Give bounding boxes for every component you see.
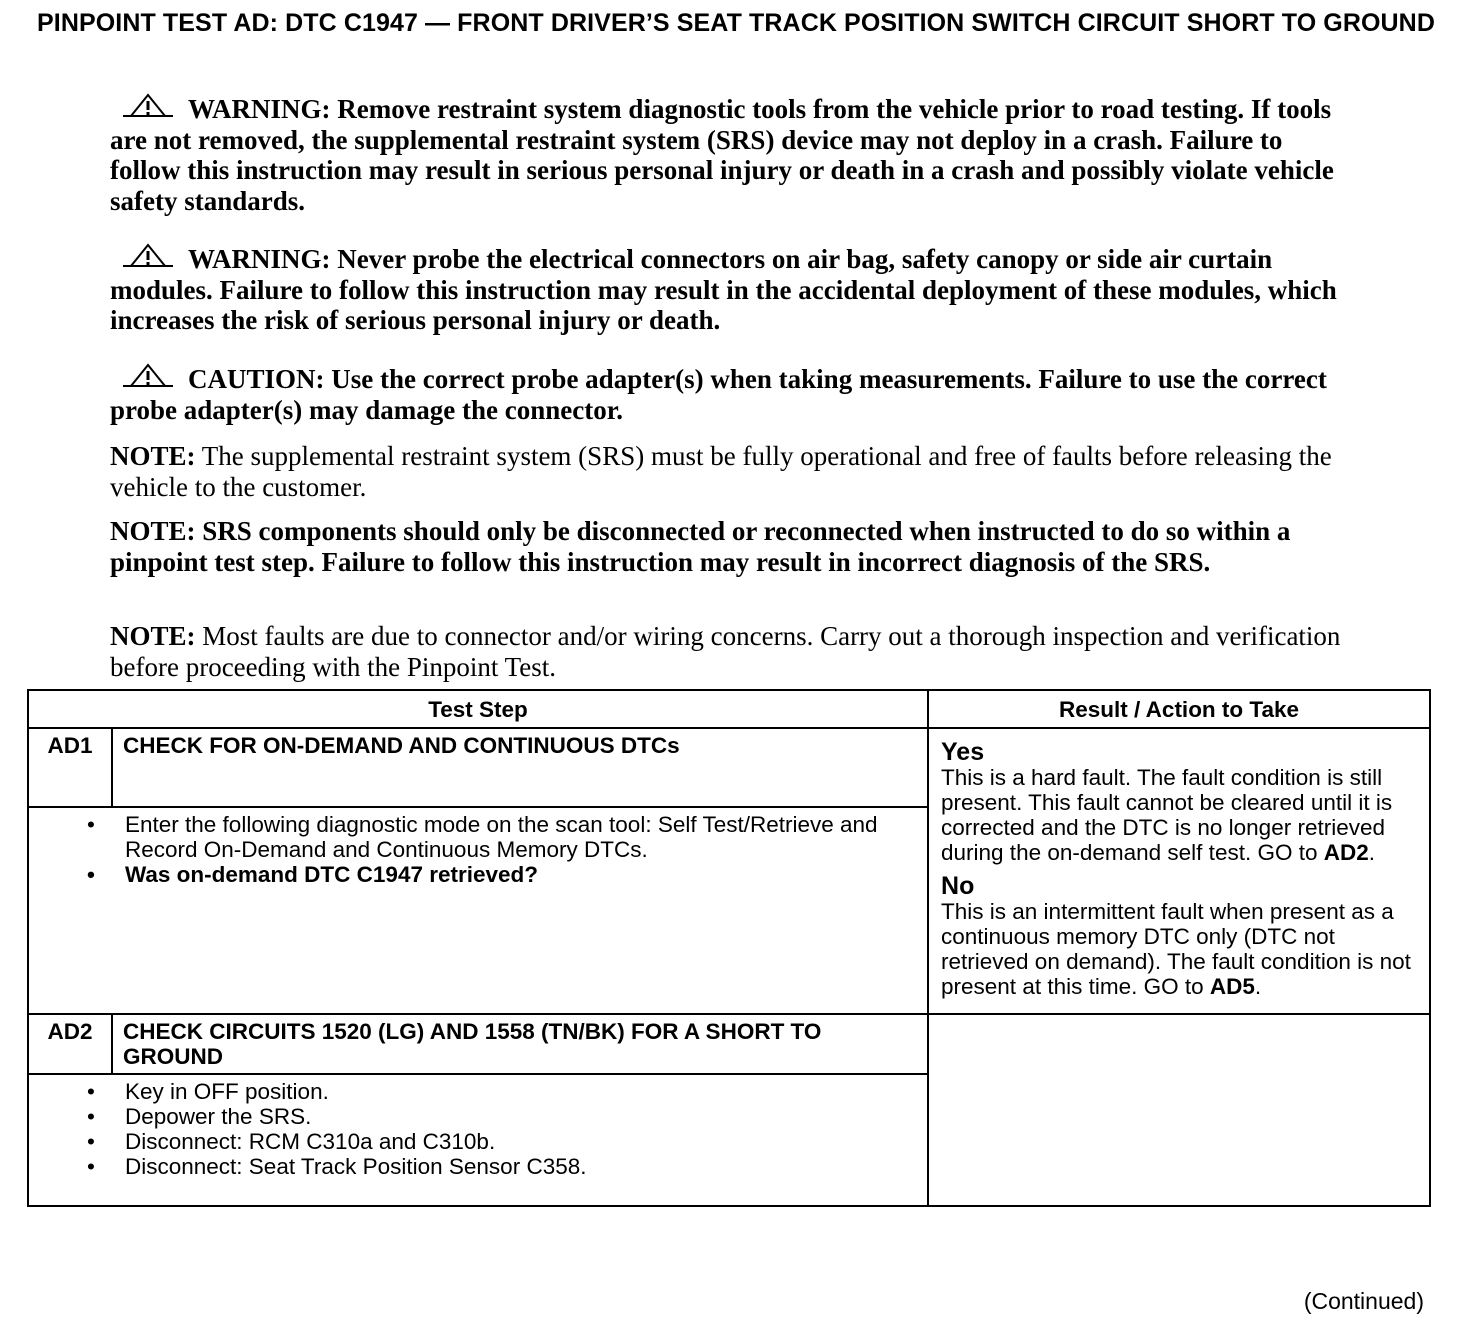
- note-block-1: [110, 441, 1350, 502]
- goto-link[interactable]: AD2: [1323, 840, 1369, 865]
- note-block-2: [110, 516, 1350, 577]
- result-no-end: .: [1254, 974, 1262, 999]
- note-text: The supplemental restraint system (SRS) must be fully operational and free of faults before releasing the vehicle to the customer.: [110, 441, 1332, 502]
- list-item: • Disconnect: RCM C310a and C310b.: [125, 1129, 887, 1154]
- result-no-text: [941, 899, 1421, 999]
- continued-label: (Continued): [1303, 1288, 1424, 1314]
- warning-triangle-icon: [122, 362, 174, 390]
- list-item: • Disconnect: Seat Track Position Sensor C358.: [125, 1154, 887, 1179]
- header-test-step: Test Step: [28, 690, 928, 728]
- note-block-3: [110, 621, 1350, 682]
- table-row: [28, 728, 1430, 807]
- step-result-cell: [928, 728, 1430, 1014]
- list-item: • Enter the following diagnostic mode on the scan tool: Self Test/Retrieve and Record On-Demand and Continuous Memory DTCs.: [125, 812, 887, 862]
- warning-block-1: [110, 92, 1350, 216]
- caution-text: Use the correct probe adapter(s) when taking measurements. Failure to use the correct probe adapter(s) may damage the connector.: [110, 364, 1327, 425]
- note-label: NOTE:: [110, 621, 196, 651]
- result-yes-end: .: [1368, 840, 1376, 865]
- caution-block: [110, 362, 1350, 425]
- step-heading: CHECK CIRCUITS 1520 (LG) AND 1558 (TN/BK) FOR A SHORT TO GROUND: [112, 1014, 928, 1074]
- note-label: NOTE:: [110, 516, 196, 546]
- table-row: [28, 1014, 1430, 1074]
- warning-triangle-icon: [122, 92, 174, 120]
- note-text: Most faults are due to connector and/or wiring concerns. Carry out a thorough inspection and verification before proceeding with the Pinpoint Test.: [110, 621, 1341, 682]
- warning-text: Never probe the electrical connectors on air bag, safety canopy or side air curtain modules. Failure to follow this instruction may result in the accidental deployment of these modules, which increases the risk of serious personal injury or death.: [110, 244, 1337, 335]
- warning-triangle-icon: [122, 242, 174, 270]
- caution-label: CAUTION:: [188, 364, 325, 394]
- result-yes-label: Yes: [941, 738, 985, 766]
- test-step-table: [27, 689, 1431, 1207]
- list-item: • Key in OFF position.: [125, 1079, 887, 1104]
- warning-block-2: [110, 242, 1350, 336]
- step-id: AD2: [28, 1014, 112, 1074]
- list-item: • Was on-demand DTC C1947 retrieved?: [125, 862, 887, 887]
- result-yes-body: This is a hard fault. The fault condition is still present. This fault cannot be cleared until it is corrected and the DTC is no longer retrieved during the on-demand self test. GO to: [941, 765, 1393, 865]
- page-title: PINPOINT TEST AD: DTC C1947 — FRONT DRIVER’S SEAT TRACK POSITION SWITCH CIRCUIT SHORT TO GROUND: [37, 9, 1435, 37]
- result-yes-text: [941, 765, 1421, 865]
- header-result-action: Result / Action to Take: [928, 690, 1430, 728]
- warning-label: WARNING:: [188, 244, 331, 274]
- step-result-cell: [928, 1014, 1430, 1206]
- step-id: AD1: [28, 728, 112, 807]
- warning-label: WARNING:: [188, 94, 331, 124]
- table-header-row: [28, 690, 1430, 728]
- step-heading: CHECK FOR ON-DEMAND AND CONTINUOUS DTCs: [112, 728, 928, 807]
- list-item: • Depower the SRS.: [125, 1104, 887, 1129]
- result-no-body: This is an intermittent fault when present as a continuous memory DTC only (DTC not retrieved on demand). The fault condition is not present at this time. GO to: [941, 899, 1411, 999]
- warning-text: Remove restraint system diagnostic tools from the vehicle prior to road testing. If tools are not removed, the supplemental restraint system (SRS) device may not deploy in a crash. Failure to follow this instruction may result in serious personal injury or death in a crash and possibly violate vehicle safety standards.: [110, 94, 1334, 216]
- note-label: NOTE:: [110, 441, 196, 471]
- goto-link[interactable]: AD5: [1209, 974, 1255, 999]
- note-text: SRS components should only be disconnected or reconnected when instructed to do so within a pinpoint test step. Failure to follow this instruction may result in incorrect diagnosis of the SRS.: [110, 516, 1291, 577]
- step-body: [28, 1074, 928, 1206]
- step-body: [28, 807, 928, 1014]
- result-no-label: No: [941, 872, 975, 900]
